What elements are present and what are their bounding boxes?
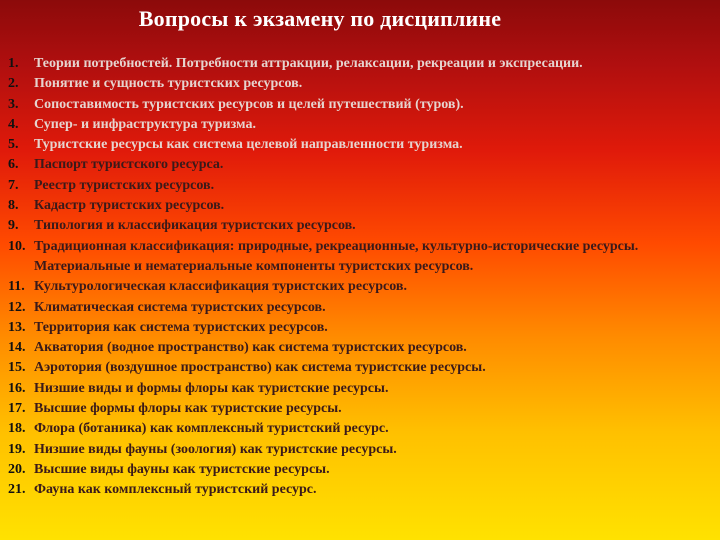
question-text: Реестр туристских ресурсов. [34,177,215,193]
question-item-1 [8,54,714,74]
question-item-2 [8,74,714,94]
question-number: 21. [8,482,26,498]
question-number: 19. [8,441,26,457]
question-number: 18. [8,421,26,437]
question-text: Типология и классификация туристских ресурсов. [34,218,356,234]
question-item-18 [8,419,714,439]
question-number: 17. [8,401,26,417]
question-item-7 [8,176,714,196]
question-text: Территория как система туристских ресурсов. [34,319,328,335]
question-text: Акватория (водное пространство) как система туристских ресурсов. [34,340,467,356]
question-item-17 [8,399,714,419]
question-number: 8. [8,198,19,214]
question-number: 1. [8,56,19,71]
question-text: Понятие и сущность туристских ресурсов. [34,76,303,92]
question-text: Паспорт туристского ресурса. [34,157,224,173]
question-number: 11. [8,279,25,295]
question-item-10 [8,237,714,278]
question-text: Традиционная классификация: природные, рекреационные, культурно-исторические ресурсы. Материальные и нематериальные компоненты туристских ресурсов. [34,238,639,274]
question-number: 13. [8,319,26,335]
question-number: 2. [8,76,19,92]
question-item-3 [8,95,714,115]
question-item-5 [8,135,714,155]
question-text: Туристские ресурсы как система целевой направленности туризма. [34,137,463,153]
question-text: Аэротория (воздушное пространство) как система туристские ресурсы. [34,360,486,376]
question-item-9 [8,216,714,236]
question-item-14 [8,338,714,358]
question-number: 4. [8,116,19,132]
slide-title: Вопросы к экзамену по дисциплине [138,6,502,31]
question-text: Низшие виды и формы флоры как туристские ресурсы. [34,380,389,396]
question-item-15 [8,358,714,378]
question-text: Высшие формы флоры как туристские ресурсы. [34,401,342,417]
exam-question-list [8,54,714,501]
question-text: Культурологическая классификация туристских ресурсов. [34,279,407,295]
question-text: Сопоставимость туристских ресурсов и целей путешествий (туров). [34,96,464,112]
question-number: 7. [8,177,19,193]
question-item-6 [8,155,714,175]
question-text: Фауна как комплексный туристский ресурс. [34,482,317,498]
question-item-4 [8,115,714,135]
question-number: 20. [8,461,26,477]
question-text: Флора (ботаника) как комплексный туристский ресурс. [34,421,389,437]
question-text: Низшие виды фауны (зоология) как туристские ресурсы. [34,441,397,457]
question-item-11 [8,277,714,297]
question-item-20 [8,460,714,480]
question-item-8 [8,196,714,216]
question-text: Высшие виды фауны как туристские ресурсы. [34,461,330,477]
question-number: 6. [8,157,19,173]
question-item-21 [8,480,714,500]
question-item-12 [8,298,714,318]
question-text: Супер- и инфраструктура туризма. [34,116,256,132]
question-text: Климатическая система туристских ресурсов. [34,299,326,315]
question-item-13 [8,318,714,338]
question-number: 16. [8,380,26,396]
question-number: 15. [8,360,26,376]
question-text: Кадастр туристских ресурсов. [34,198,225,214]
question-item-16 [8,379,714,399]
question-number: 5. [8,137,19,153]
question-number: 9. [8,218,19,234]
question-number: 14. [8,340,26,356]
question-number: 12. [8,299,26,315]
question-number: 10. [8,238,26,254]
question-item-19 [8,440,714,460]
question-number: 3. [8,96,19,112]
question-text: Теории потребностей. Потребности аттракции, релаксации, рекреации и экспресации. [34,56,583,71]
